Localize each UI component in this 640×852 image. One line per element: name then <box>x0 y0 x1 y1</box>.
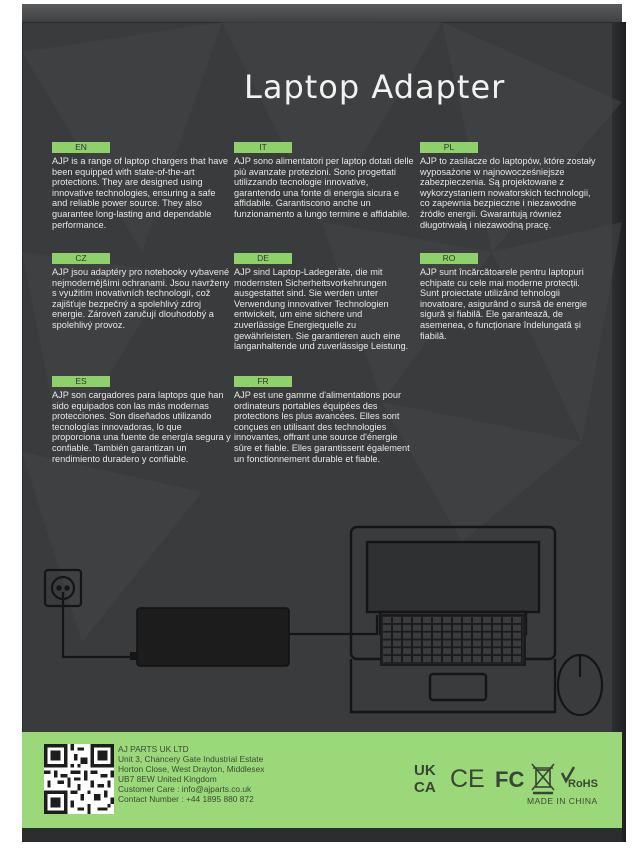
keyboard-key <box>393 633 401 639</box>
keyboard-key <box>413 648 421 654</box>
made-in-label: MADE IN CHINA <box>527 796 598 806</box>
keyboard-key <box>423 625 431 631</box>
keyboard-key <box>493 617 501 623</box>
company-name: AJ PARTS UK LTD <box>118 744 189 754</box>
keyboard-key <box>433 640 441 646</box>
keyboard-key <box>393 656 401 662</box>
keyboard-key <box>493 648 501 654</box>
ce-mark-icon: CE <box>450 765 485 793</box>
lang-block-pl <box>420 142 600 230</box>
company-address-line-2: Horton Close, West Drayton, Middlesex <box>118 764 265 774</box>
keyboard-key <box>433 648 441 654</box>
keyboard-key <box>513 633 521 639</box>
keyboard-key <box>423 648 431 654</box>
keyboard-key <box>383 640 391 646</box>
keyboard-key <box>393 617 401 623</box>
keyboard-key <box>453 656 461 662</box>
lang-tag-de: DE <box>234 253 292 264</box>
keyboard-key <box>443 617 451 623</box>
customer-care: Customer Care : info@ajparts.co.uk <box>118 784 252 794</box>
keyboard-key <box>463 625 471 631</box>
lang-block-it <box>234 142 414 220</box>
keyboard-key <box>433 617 441 623</box>
keyboard-key <box>403 656 411 662</box>
keyboard-key <box>393 648 401 654</box>
lang-block-de <box>234 253 414 352</box>
lang-block-en <box>52 142 232 230</box>
lang-tag-ro: RO <box>420 253 478 264</box>
keyboard-key <box>473 633 481 639</box>
lang-text-de: AJP sind Laptop-Ladegeräte, die mit modernsten Sicherheitsvorkehrungen ausgestattet sind. Sie werden unter Verwendung innovativer Technologien entwickelt, um eine sichere und zuverlässige Energiequelle zu gewährleisten. Sie garantieren auch eine langanhaltende und zuverlässige Leistung. <box>234 267 409 352</box>
weee-bin-icon <box>532 764 554 793</box>
keyboard-key <box>383 633 391 639</box>
keyboard-key <box>413 640 421 646</box>
lang-text-pl: AJP to zasilacze do laptopów, które zostały wyposażone w najnowocześniejsze zabezpieczenia. Są projektowane z wykorzystaniem nowatorskich technologii, co zapewnia bezpieczne i niezawodne źródło energii. Gwarantują również długotrwałą i niezawodną pracę. <box>420 156 596 230</box>
lang-text-fr: AJP est une gamme d'alimentations pour ordinateurs portables équipées des protections les plus avancées. Elles sont conçues en utilisant des technologies innovantes, offrant une source d'énergie sûre et fiable. Elles garantissent également un fonctionnement durable et fiable. <box>234 390 410 464</box>
keyboard-key <box>403 648 411 654</box>
keyboard-key <box>453 633 461 639</box>
keyboard-key <box>443 640 451 646</box>
keyboard-key <box>433 656 441 662</box>
keyboard-key <box>453 617 461 623</box>
lang-text-es: AJP son cargadores para laptops que han sido equipados con las más modernas protecciones. Son diseñados utilizando tecnologías innovadoras, lo que proporciona una fuente de energía segura y confiable. También garantizan un rendimiento duradero y confiable. <box>52 390 231 464</box>
keyboard-key <box>473 625 481 631</box>
keyboard-key <box>503 617 511 623</box>
keyboard-key <box>483 617 491 623</box>
keyboard-key <box>413 625 421 631</box>
qr-code-icon <box>44 744 114 814</box>
lang-text-it: AJP sono alimentatori per laptop dotati delle più avanzate protezioni. Sono progettati utilizzando tecnologie innovative, garantendo una fonte di energia sicura e affidabile. Garantiscono anche un funzionamento a lungo termine e affidabile. <box>234 156 414 219</box>
power-adapter-icon <box>130 608 289 666</box>
keyboard-key <box>513 617 521 623</box>
dc-cable <box>289 615 377 634</box>
keyboard-key <box>463 648 471 654</box>
keyboard-key <box>403 633 411 639</box>
keyboard-key <box>483 656 491 662</box>
keyboard-key <box>413 633 421 639</box>
keyboard-key <box>473 648 481 654</box>
rohs-text: RoHS <box>568 778 598 790</box>
rohs-mark-icon <box>562 767 598 790</box>
keyboard-key <box>463 656 471 662</box>
keyboard-key <box>423 640 431 646</box>
keyboard-key <box>513 656 521 662</box>
keyboard-key <box>433 625 441 631</box>
lang-block-cz <box>52 253 232 331</box>
keyboard-key <box>503 633 511 639</box>
keyboard-key <box>423 617 431 623</box>
keyboard-key <box>493 625 501 631</box>
keyboard-key <box>483 640 491 646</box>
company-address-line-1: Unit 3, Chancery Gate Industrial Estate <box>118 754 264 764</box>
lang-block-fr <box>234 376 414 464</box>
keyboard-key <box>453 640 461 646</box>
keyboard-key <box>503 640 511 646</box>
lang-tag-cz: CZ <box>52 253 110 264</box>
mouse-icon <box>558 655 602 715</box>
keyboard-key <box>483 625 491 631</box>
ukca-mark-icon <box>414 762 436 796</box>
keyboard-key <box>383 625 391 631</box>
product-title: Laptop Adapter <box>244 68 506 106</box>
keyboard-key <box>443 625 451 631</box>
keyboard-key <box>483 633 491 639</box>
keyboard-key <box>413 617 421 623</box>
fcc-mark-icon: FC <box>495 767 525 792</box>
keyboard-key <box>453 648 461 654</box>
lang-text-cz: AJP jsou adaptéry pro notebooky vybavené nejmodernějšími ochranami. Jsou navrženy s využitím inovativních technologií, což zajišťuje bezpečný a spolehlivý zdroj energie. Zároveň zaručují dlouhodobý a spolehlivý provoz. <box>52 267 230 330</box>
certification-marks <box>412 760 612 796</box>
keyboard-key <box>473 656 481 662</box>
keyboard-key <box>403 640 411 646</box>
keyboard-key <box>503 625 511 631</box>
company-address-line-3: UB7 8EW United Kingdom <box>118 774 217 784</box>
keyboard-key <box>473 617 481 623</box>
keyboard-key <box>383 617 391 623</box>
keyboard-key <box>503 648 511 654</box>
keyboard-key <box>423 656 431 662</box>
lang-tag-pl: PL <box>420 142 478 153</box>
keyboard-key <box>413 656 421 662</box>
keyboard-key <box>433 633 441 639</box>
keyboard-key <box>443 648 451 654</box>
lang-tag-en: EN <box>52 142 110 153</box>
keyboard-key <box>383 656 391 662</box>
keyboard-key <box>393 625 401 631</box>
keyboard-key <box>443 633 451 639</box>
box-bottom-strip <box>22 828 622 842</box>
keyboard-key <box>493 633 501 639</box>
keyboard-key <box>513 648 521 654</box>
keyboard-key <box>463 617 471 623</box>
keyboard-key <box>463 633 471 639</box>
keyboard-key <box>403 617 411 623</box>
keyboard-key <box>393 640 401 646</box>
ukca-bottom-text: CA <box>414 779 436 796</box>
keyboard-key <box>503 656 511 662</box>
keyboard-key <box>493 656 501 662</box>
lang-text-ro: AJP sunt încărcătoarele pentru laptopuri echipate cu cele mai moderne protecții. Sunt proiectate utilizând tehnologii inovatoare, asigurând o sursă de energie sigură și fiabilă. Ele garantează, de asemenea, o funcționare îndelungată și fiabilă. <box>420 267 588 341</box>
keyboard-key <box>443 656 451 662</box>
company-details <box>118 744 264 804</box>
keyboard-key <box>493 640 501 646</box>
keyboard-key <box>513 625 521 631</box>
keyboard-key <box>473 640 481 646</box>
lang-block-es <box>52 376 232 464</box>
keyboard-key <box>453 625 461 631</box>
lang-text-en: AJP is a range of laptop chargers that have been equipped with state-of-the-art protections. They are designed using innovative technologies, ensuring a safe and reliable power source. They also guarantee long-lasting and dependable performance. <box>52 156 229 230</box>
keyboard-key <box>403 625 411 631</box>
lang-tag-fr: FR <box>234 376 292 387</box>
keyboard-key <box>513 640 521 646</box>
lang-tag-it: IT <box>234 142 292 153</box>
contact-number: Contact Number : +44 1895 880 872 <box>118 794 254 804</box>
lang-block-ro <box>420 253 600 341</box>
lang-tag-es: ES <box>52 376 110 387</box>
keyboard-key <box>463 640 471 646</box>
keyboard-key <box>423 633 431 639</box>
keyboard-key <box>483 648 491 654</box>
keyboard-key <box>383 648 391 654</box>
ukca-top-text: UK <box>414 762 436 779</box>
